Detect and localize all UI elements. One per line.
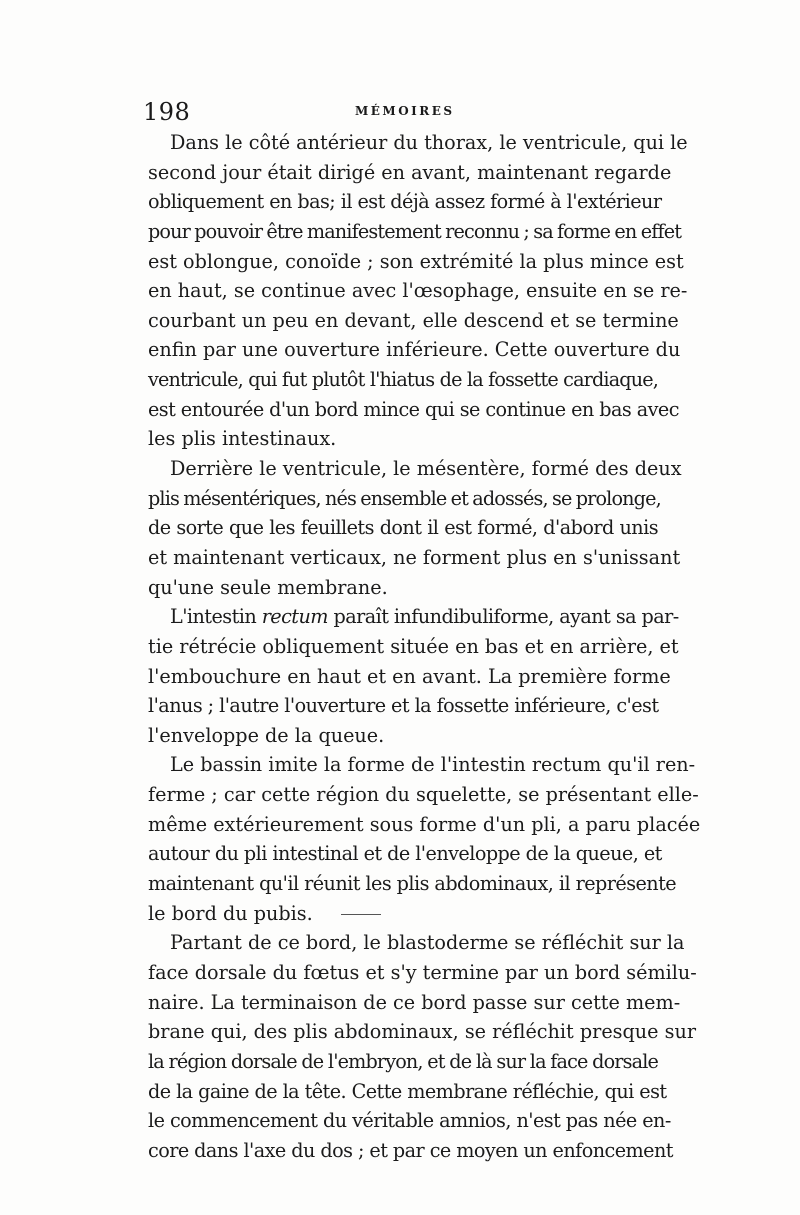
- text-line: qu'une seule membrane.: [148, 575, 388, 599]
- text-line: l'enveloppe de la queue.: [148, 723, 385, 747]
- text-line: autour du pli intestinal et de l'enveloppe de la queue, et: [148, 842, 662, 866]
- text-line: est entourée d'un bord mince qui se continue en bas avec: [148, 397, 679, 421]
- text-line: le commencement du véritable amnios, n'est pas née en-: [148, 1109, 671, 1133]
- body-text: [148, 128, 701, 1165]
- text-line: et maintenant verticaux, ne forment plus en s'unissant: [148, 545, 681, 569]
- text-line: ventricule, qui fut plutôt l'hiatus de la fossette cardiaque,: [148, 368, 658, 392]
- text-line: courbant un peu en devant, elle descend et se termine: [148, 308, 679, 332]
- paragraph-2: [148, 454, 682, 602]
- text-line: [148, 899, 658, 929]
- text-line: core dans l'axe du dos ; et par ce moyen un enfoncement: [148, 1138, 673, 1162]
- text-line: naire. La terminaison de ce bord passe sur cette mem-: [148, 990, 681, 1014]
- text-line: [148, 602, 679, 632]
- text-line: brane qui, des plis abdominaux, se réfléchit presque sur: [148, 1020, 696, 1044]
- text-line: tie rétrécie obliquement située en bas et en arrière, et: [148, 634, 679, 658]
- text-line: pour pouvoir être manifestement reconnu ; sa forme en effet: [148, 219, 682, 243]
- text-line: Le bassin imite la forme de l'intestin rectum qu'il ren-: [170, 753, 696, 777]
- text-segment: paraît infundibuliforme, ayant sa par-: [327, 605, 679, 629]
- text-line: de la gaine de la tête. Cette membrane réfléchie, qui est: [148, 1079, 667, 1103]
- text-line: obliquement en bas; il est déjà assez formé à l'extérieur: [148, 190, 662, 214]
- text-line: même extérieurement sous forme d'un pli, a paru placée: [148, 812, 701, 836]
- paragraph-5: [148, 928, 697, 1165]
- text-line: en haut, se continue avec l'œsophage, ensuite en se re-: [148, 279, 688, 303]
- page-number: 198: [143, 98, 191, 126]
- text-line: face dorsale du fœtus et s'y termine par un bord sémilu-: [148, 960, 697, 984]
- text-segment: L'intestin: [170, 605, 262, 629]
- text-line: l'embouchure en haut et en avant. La première forme: [148, 664, 671, 688]
- text-line: les plis intestinaux.: [148, 427, 337, 451]
- paragraph-1: [148, 128, 688, 454]
- paragraph-4: [148, 750, 701, 928]
- text-line: de sorte que les feuillets dont il est formé, d'abord unis: [148, 516, 658, 540]
- text-line: la région dorsale de l'embryon, et de là sur la face dorsale: [148, 1049, 658, 1073]
- text-segment: le bord du pubis.: [148, 901, 313, 925]
- page-header: [143, 100, 658, 126]
- text-line: ferme ; car cette région du squelette, se présentant elle-: [148, 783, 699, 807]
- running-head: MÉMOIRES: [355, 104, 455, 118]
- text-line: second jour était dirigé en avant, maintenant regarde: [148, 160, 672, 184]
- text-line: enfin par une ouverture inférieure. Cette ouverture du: [148, 338, 681, 362]
- text-line: Partant de ce bord, le blastoderme se réfléchit sur la: [170, 931, 685, 955]
- text-line: maintenant qu'il réunit les plis abdominaux, il représente: [148, 872, 677, 896]
- text-line: l'anus ; l'autre l'ouverture et la fossette inférieure, c'est: [148, 694, 659, 718]
- text-line: Dans le côté antérieur du thorax, le ventricule, qui le: [170, 131, 688, 154]
- text-line: est oblongue, conoïde ; son extrémité la plus mince est: [148, 249, 684, 273]
- horizontal-rule: [341, 914, 381, 915]
- text-line: plis mésentériques, nés ensemble et adossés, se prolonge,: [148, 486, 661, 510]
- paragraph-3: [148, 602, 679, 750]
- italic-word: rectum: [261, 605, 328, 629]
- text-line: Derrière le ventricule, le mésentère, formé des deux: [170, 457, 682, 481]
